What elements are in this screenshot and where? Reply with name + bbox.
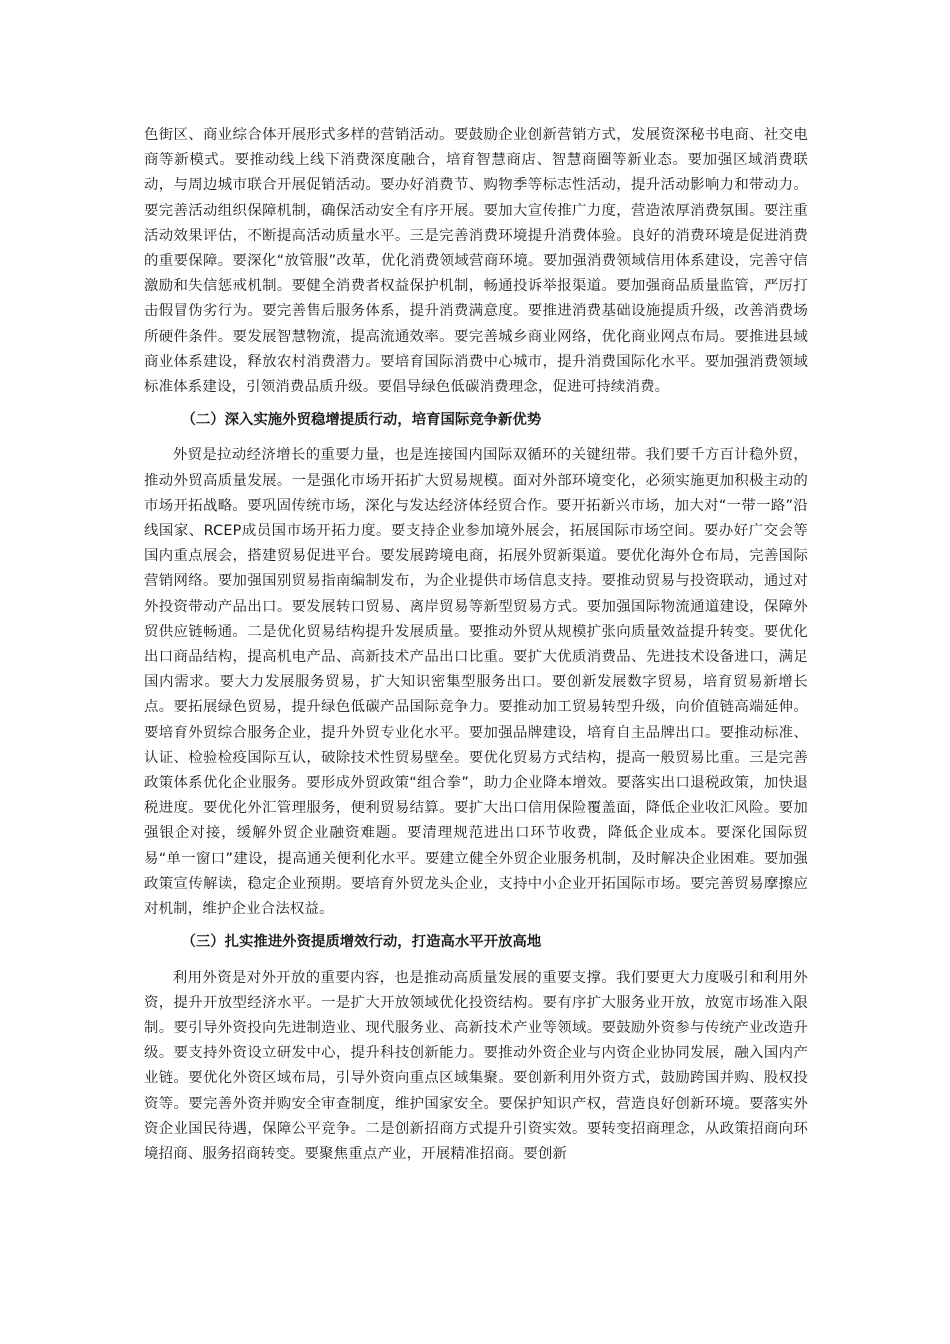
- spacer: [144, 400, 808, 408]
- spacer: [144, 433, 808, 443]
- spacer: [144, 956, 808, 966]
- body-paragraph-foreign-trade: 外贸是拉动经济增长的重要力量，也是连接国内国际双循环的关键纽带。我们要千方百计稳外贸，推动外贸高质量发展。一是强化市场开拓扩大贸易规模。面对外部环境变化，必须实施更加积极主动的市场开拓战略。要巩固传统市场，深化与发达经济体经贸合作。要开拓新兴市场，加大对“一带一路”沿线国家、RCEP成员国市场开拓力度。要支持企业参加境外展会，拓展国际市场空间。要办好广交会等国内重点展会，搭建贸易促进平台。要发展跨境电商，拓展外贸新渠道。要优化海外仓布局，完善国际营销网络。要加强国别贸易指南编制发布，为企业提供市场信息支持。要推动贸易与投资联动，通过对外投资带动产品出口。要发展转口贸易、离岸贸易等新型贸易方式。要加强国际物流通道建设，保障外贸供应链畅通。二是优化贸易结构提升发展质量。要推动外贸从规模扩张向质量效益提升转变。要优化出口商品结构，提高机电产品、高新技术产品出口比重。要扩大优质消费品、先进技术设备进口，满足国内需求。要大力发展服务贸易，扩大知识密集型服务出口。要创新发展数字贸易，培育贸易新增长点。要拓展绿色贸易，提升绿色低碳产品国际竞争力。要推动加工贸易转型升级，向价值链高端延伸。要培育外贸综合服务企业，提升外贸专业化水平。要加强品牌建设，培育自主品牌出口。要推动标准、认证、检验检疫国际互认，破除技术性贸易壁垒。要优化贸易方式结构，提高一般贸易比重。三是完善政策体系优化企业服务。要形成外贸政策“组合拳”，助力企业降本增效。要落实出口退税政策，加快退税进度。要优化外汇管理服务，便利贸易结算。要扩大出口信用保险覆盖面，降低企业收汇风险。要加强银企对接，缓解外贸企业融资难题。要清理规范进出口环节收费，降低企业成本。要深化国际贸易“单一窗口”建设，提高通关便利化水平。要建立健全外贸企业服务机制，及时解决企业困难。要加强政策宣传解读，稳定企业预期。要培育外贸龙头企业，支持中小企业开拓国际市场。要完善贸易摩擦应对机制，维护企业合法权益。: [144, 447, 808, 918]
- section-heading-foreign-trade: （二）深入实施外贸稳增提质行动，培育国际竞争新优势: [181, 412, 542, 429]
- document-body: [144, 123, 808, 1167]
- section-heading-foreign-investment: （三）扎实推进外资提质增效行动，打造高水平开放高地: [181, 934, 542, 951]
- body-paragraph-consumption: 色街区、商业综合体开展形式多样的营销活动。要鼓励企业创新营销方式，发展资深秘书电商、社交电商等新模式。要推动线上线下消费深度融合，培育智慧商店、智慧商圈等新业态。要加强区域消费联动，与周边城市联合开展促销活动。要办好消费节、购物季等标志性活动，提升活动影响力和带动力。要完善活动组织保障机制，确保活动安全有序开展。要加大宣传推广力度，营造浓厚消费氛围。要注重活动效果评估，不断提高活动质量水平。三是完善消费环境提升消费体验。良好的消费环境是促进消费的重要保障。要深化“放管服”改革，优化消费领域营商环境。要加强消费领域信用体系建设，完善守信激励和失信惩戒机制。要健全消费者权益保护机制，畅通投诉举报渠道。要加强商品质量监管，严厉打击假冒伪劣行为。要完善售后服务体系，提升消费满意度。要推进消费基础设施提质升级，改善消费场所硬件条件。要发展智慧物流，提高流通效率。要完善城乡商业网络，优化商业网点布局。要推进县域商业体系建设，释放农村消费潜力。要培育国际消费中心城市，提升消费国际化水平。要加强消费领域标准体系建设，引领消费品质升级。要倡导绿色低碳消费理念，促进可持续消费。: [144, 127, 808, 396]
- body-paragraph-foreign-investment: 利用外资是对外开放的重要内容，也是推动高质量发展的重要支撑。我们要更大力度吸引和利用外资，提升开放型经济水平。一是扩大开放领域优化投资结构。要有序扩大服务业开放，放宽市场准入限制。要引导外资投向先进制造业、现代服务业、高新技术产业等领域。要鼓励外资参与传统产业改造升级。要支持外资设立研发中心，提升科技创新能力。要推动外资企业与内资企业协同发展，融入国内产业链。要优化外资区域布局，引导外资向重点区域集聚。要创新利用外资方式，鼓励跨国并购、股权投资等。要完善外资并购安全审查制度，维护国家安全。要保护知识产权，营造良好创新环境。要落实外资企业国民待遇，保障公平竞争。二是创新招商方式提升引资实效。要转变招商理念，从政策招商向环境招商、服务招商转变。要聚焦重点产业，开展精准招商。要创新: [144, 969, 808, 1162]
- spacer: [144, 922, 808, 930]
